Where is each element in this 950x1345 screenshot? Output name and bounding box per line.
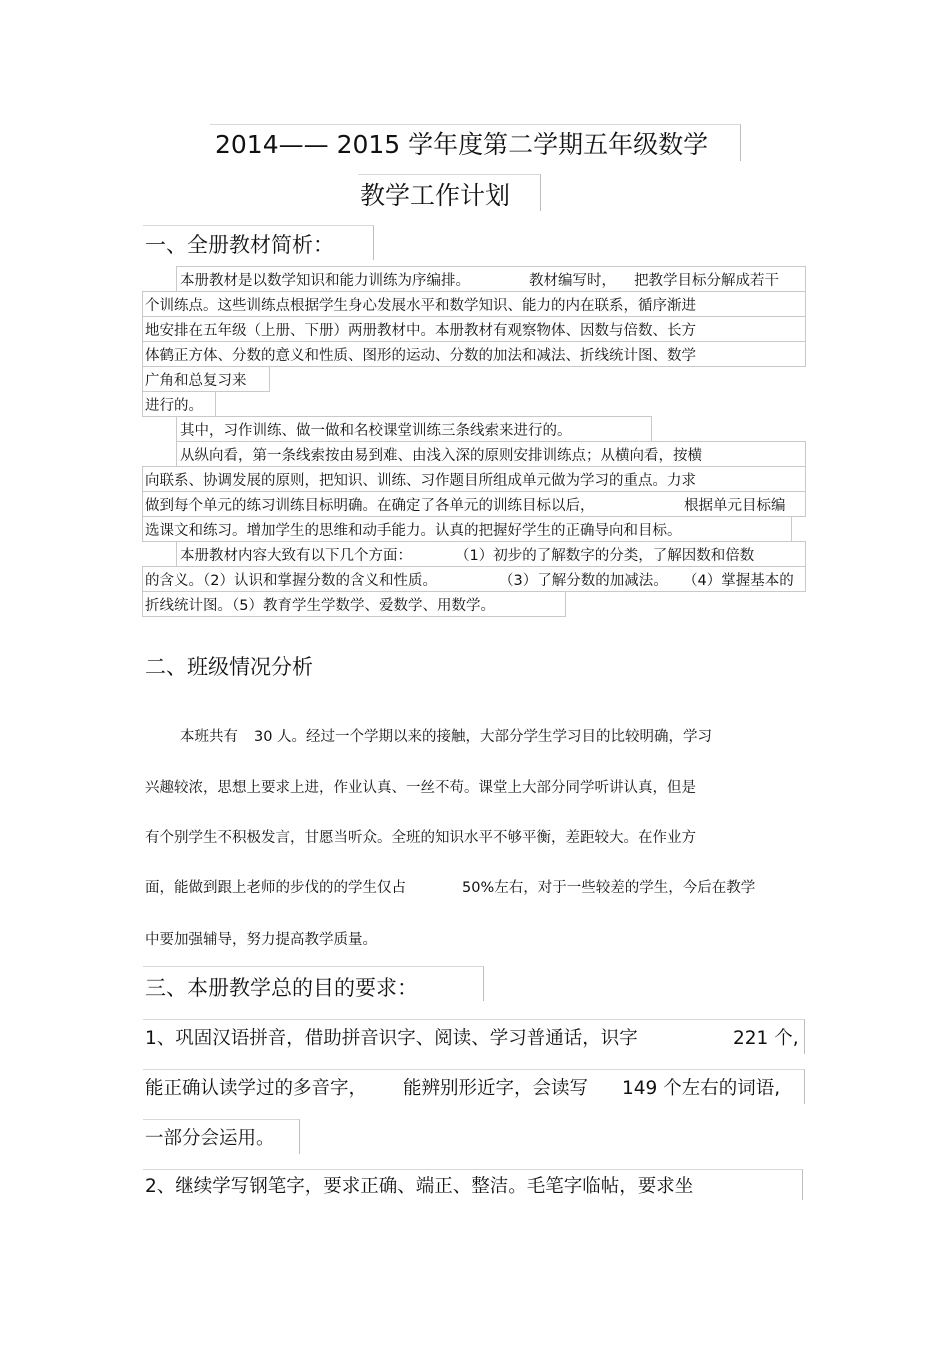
s1-line: 选课文和练习。增加学生的思维和动手能力。认真的把握好学生的正确导向和目标。 (145, 523, 682, 539)
s1-line: （3）了解分数的加减法。 (499, 573, 668, 589)
s2-line: 面，能做到跟上老师的步伐的的学生仅占 (145, 880, 406, 896)
s1-line: 把教学目标分解成若干 (634, 273, 779, 289)
s2-line: 有个别学生不积极发言，甘愿当听众。全班的知识水平不够平衡，差距较大。在作业方 (145, 830, 696, 846)
section2-heading: 二、班级情况分析 (145, 655, 313, 679)
s1-line: 进行的。 (145, 398, 203, 414)
s3-line: 能正确认读学过的多音字， (145, 1078, 368, 1099)
section3-heading: 三、本册教学总的目的要求： (145, 976, 418, 1000)
s3-line: 1、巩固汉语拼音，借助拼音识字、阅读、学习普通话，识字 (145, 1028, 638, 1049)
s3-line: 2、继续学写钢笔字，要求正确、端正、整洁。毛笔字临帖，要求坐 (145, 1176, 694, 1197)
s1-line: 向联系、协调发展的原则，把知识、训练、习作题目所组成单元做为学习的重点。力求 (145, 473, 696, 489)
s2-line: 本班共有 (180, 729, 238, 745)
s1-line: 其中，习作训练、做一做和名校课堂训练三条线索来进行的。 (180, 423, 572, 439)
s1-line: 折线统计图。（5）教育学生学数学、爱数学、用数学。 (145, 598, 495, 614)
s1-line: 体鹤正方体、分数的意义和性质、图形的运动、分数的加法和减法、折线统计图、数学 (145, 348, 696, 364)
s1-line: 地安排在五年级（上册、下册）两册教材中。本册教材有观察物体、因数与倍数、长方 (145, 323, 696, 339)
s1-line: 本册教材内容大致有以下几个方面： (180, 548, 412, 564)
s1-line: 个训练点。这些训练点根据学生身心发展水平和数学知识、能力的内在联系，循序渐进 (145, 298, 696, 314)
s1-line: （4）掌握基本的 (683, 573, 794, 589)
s1-line: 本册教材是以数学知识和能力训练为序编排。 (180, 273, 470, 289)
s2-line: 兴趣较浓，思想上要求上进，作业认真、一丝不苟。课堂上大部分同学听讲认真，但是 (145, 780, 696, 796)
document-title-line1: 2014—— 2015 学年度第二学期五年级数学 (215, 130, 709, 159)
section1-heading: 一、全册教材简析： (145, 233, 334, 257)
s3-line: 一部分会运用。 (145, 1128, 275, 1149)
s1-line: 从纵向看，第一条线索按由易到难、由浅入深的原则安排训练点；从横向看，按横 (180, 448, 702, 464)
s3-line: 221 个, (733, 1028, 799, 1049)
s2-line: 30 人。经过一个学期以来的接触，大部分学生学习目的比较明确，学习 (254, 729, 713, 745)
document-title-line2: 教学工作计划 (360, 181, 511, 210)
s1-line: 做到每个单元的练习训练目标明确。在确定了各单元的训练目标以后， (145, 498, 595, 514)
s1-line: （1）初步的了解数字的分类，了解因数和倍数 (455, 548, 755, 564)
s3-line: 能辨别形近字，会读写 (403, 1078, 589, 1099)
s2-line: 50%左右，对于一些较差的学生，今后在教学 (462, 880, 756, 896)
s1-line: 的含义。（2）认识和掌握分数的含义和性质。 (145, 573, 437, 589)
s1-line: 根据单元目标编 (684, 498, 786, 514)
s2-line: 中要加强辅导，努力提高教学质量。 (145, 932, 377, 948)
s1-line: 广角和总复习来 (145, 373, 247, 389)
s3-line: 149 个左右的词语, (622, 1078, 781, 1099)
s1-line: 教材编写时， (529, 273, 616, 289)
